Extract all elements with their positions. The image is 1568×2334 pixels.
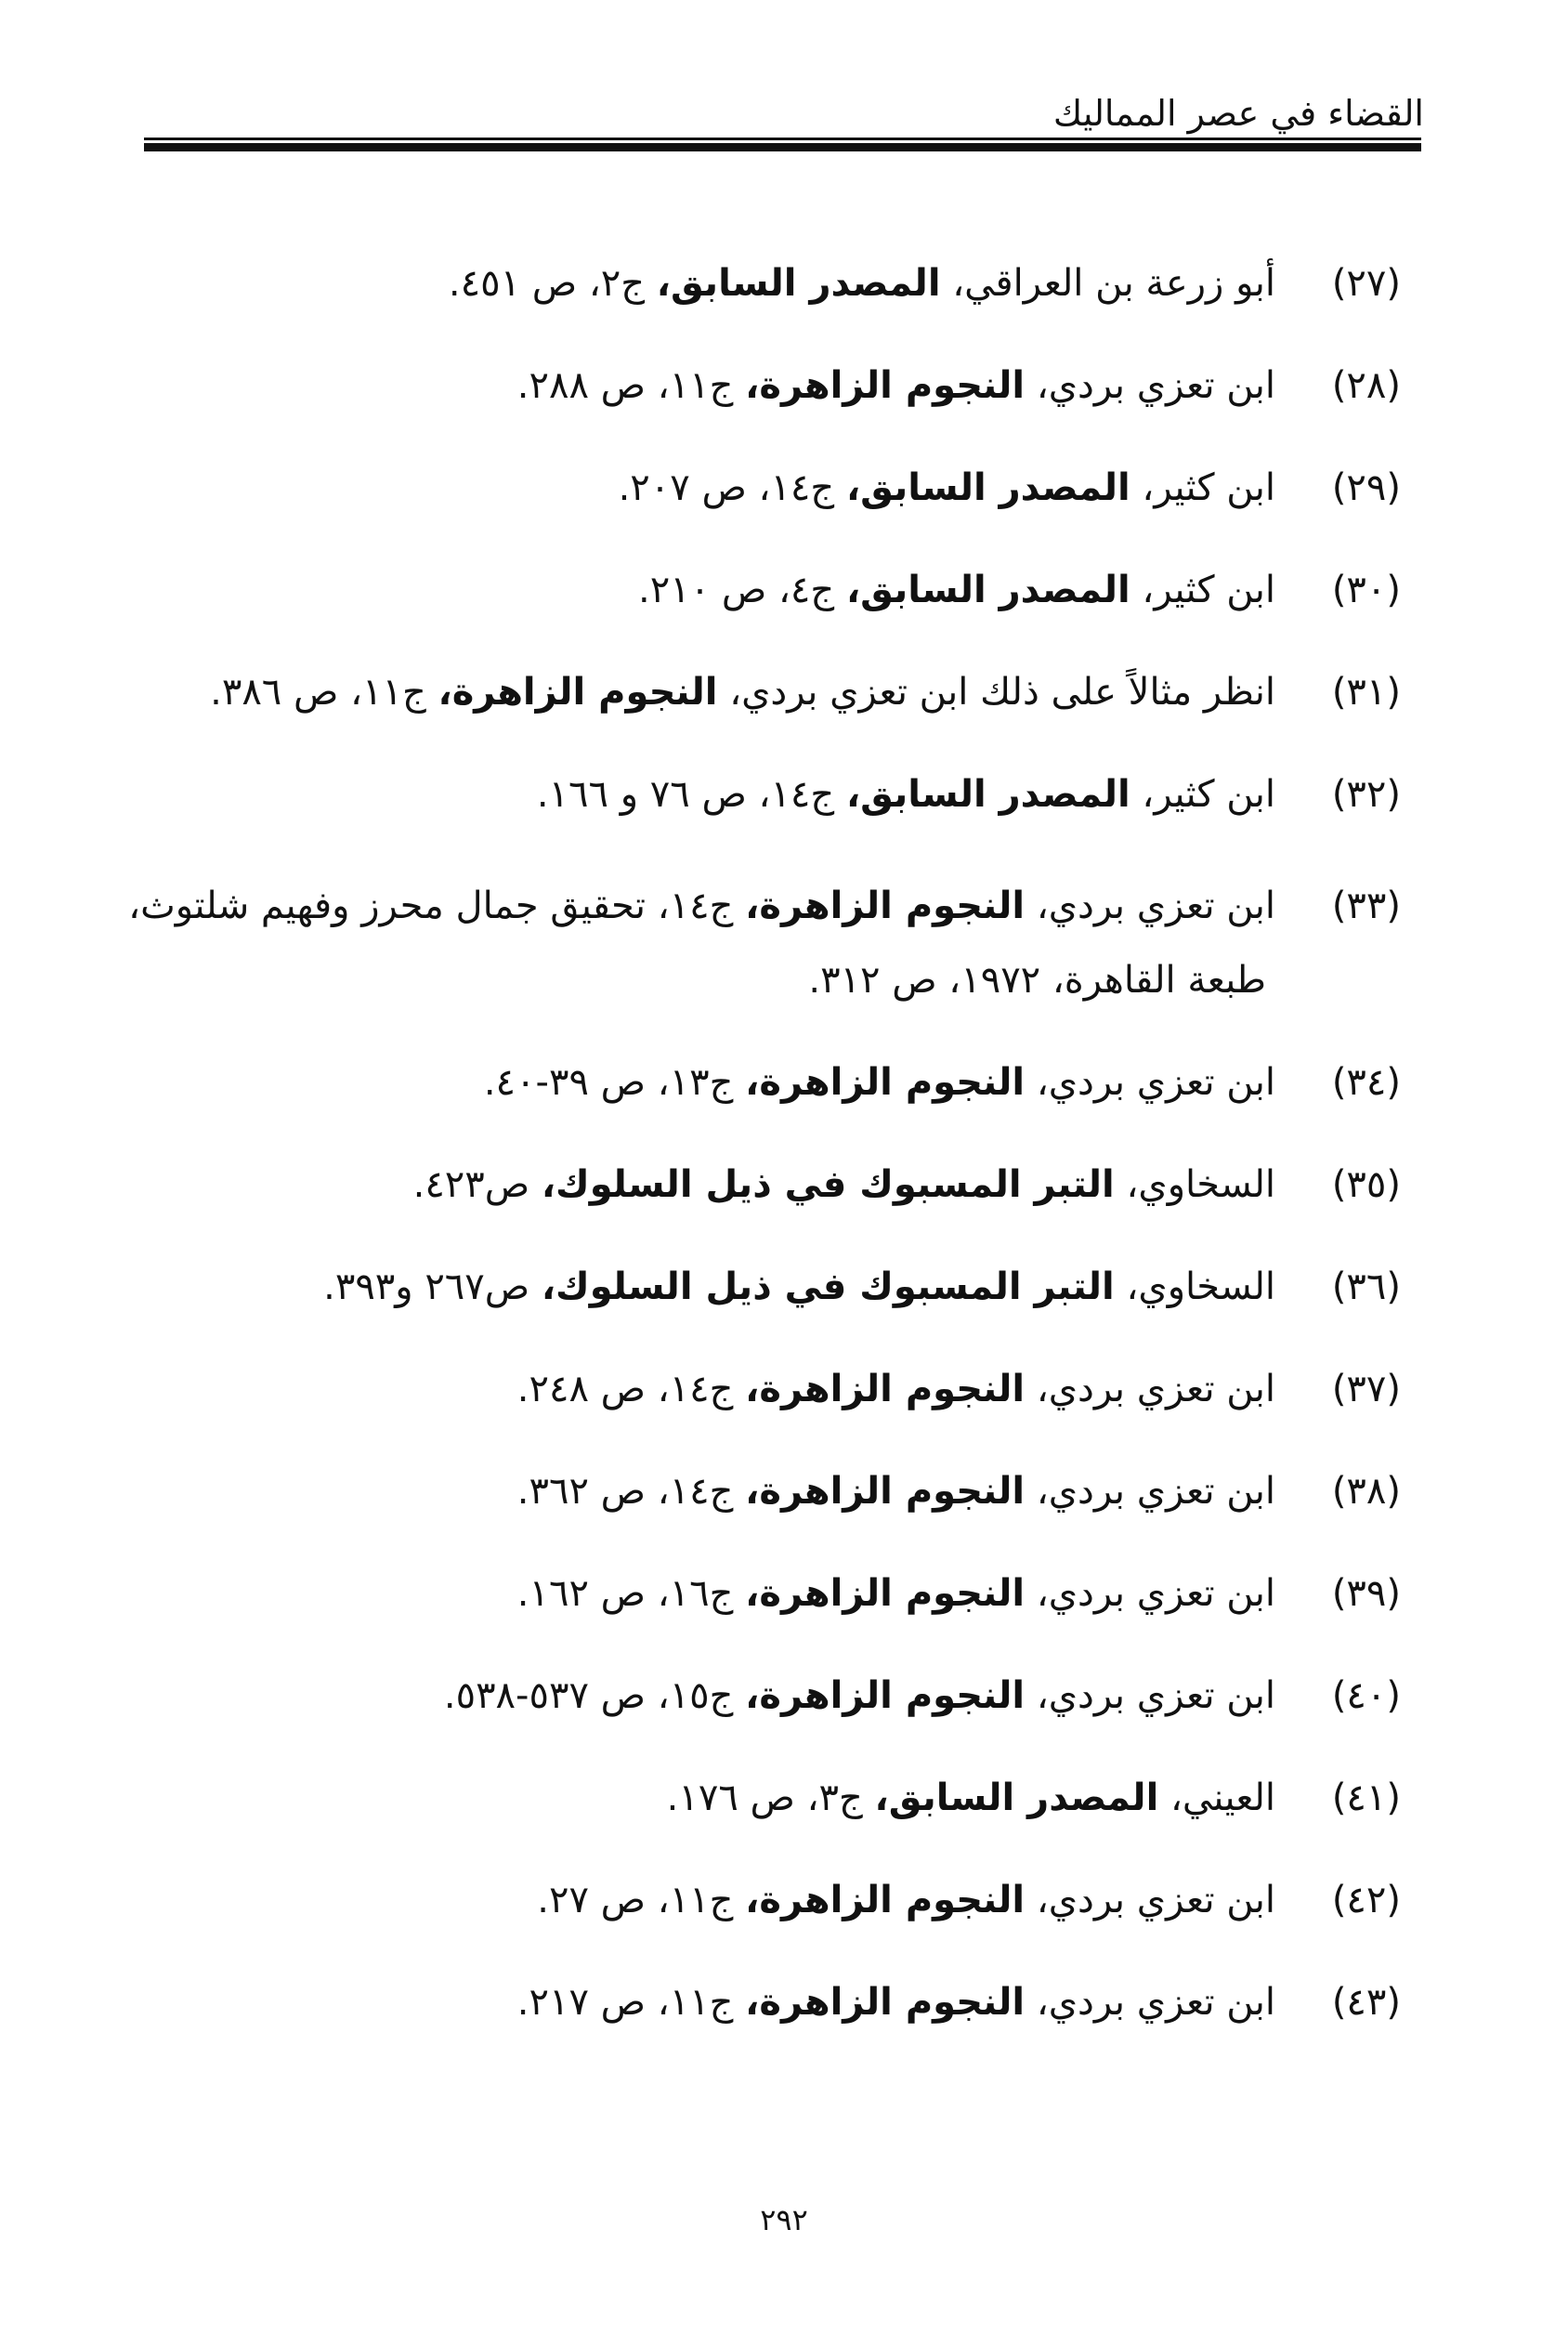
- footnote-number: (٣٠): [1331, 569, 1401, 611]
- footnote-number: (٣٨): [1331, 1470, 1401, 1513]
- footnote-text: ابن تعزي بردي، النجوم الزاهرة، ج١٣، ص ٣٩-٤٠.: [483, 1061, 1275, 1104]
- footnote-number: (٣٣): [1331, 885, 1401, 927]
- footnote-text: ابن تعزي بردي، النجوم الزاهرة، ج١٤، ص ٣٦٢.: [516, 1470, 1275, 1513]
- source-title: المصدر السابق،: [845, 466, 1130, 509]
- source-title: المصدر السابق،: [656, 262, 941, 305]
- footnote-number: (٣٧): [1331, 1368, 1401, 1410]
- footnote-number: (٣٩): [1331, 1572, 1401, 1615]
- footnote-text: ابن كثير، المصدر السابق، ج١٤، ص ٧٦ و ١٦٦.: [536, 773, 1275, 816]
- footnote-number: (٣٤): [1331, 1061, 1401, 1104]
- footnote-text: ابن تعزي بردي، النجوم الزاهرة، ج١١، ص ٢٨٨.: [516, 364, 1275, 407]
- footnote-number: (٢٩): [1331, 466, 1401, 509]
- footnote-text: ابن كثير، المصدر السابق، ج٤، ص ٢١٠.: [638, 569, 1275, 611]
- source-title: المصدر السابق،: [874, 1777, 1159, 1819]
- footnote-number: (٢٧): [1331, 262, 1401, 305]
- footnote-number: (٤٢): [1331, 1879, 1401, 1921]
- source-title: النجوم الزاهرة،: [745, 1674, 1026, 1717]
- footnote-number: (٢٨): [1331, 364, 1401, 407]
- footnote-text: السخاوي، التبر المسبوك في ذيل السلوك، ص٢٦٧ و٣٩٣.: [323, 1265, 1275, 1308]
- source-title: النجوم الزاهرة،: [438, 671, 718, 714]
- footnote-text: ابن كثير، المصدر السابق، ج١٤، ص ٢٠٧.: [618, 466, 1275, 509]
- footnote-text: ابن تعزي بردي، النجوم الزاهرة، ج١٥، ص ٥٣٧-٥٣٨.: [443, 1674, 1275, 1717]
- footnote-text: ابن تعزي بردي، النجوم الزاهرة، ج١٤، ص ٢٤٨.: [516, 1368, 1275, 1410]
- footnote-text: ابن تعزي بردي، النجوم الزاهرة، ج١١، ص ٢١٧.: [516, 1981, 1275, 2024]
- footnote-number: (٣٢): [1331, 773, 1401, 816]
- source-title: المصدر السابق،: [845, 569, 1130, 611]
- footnote-text: العيني، المصدر السابق، ج٣، ص ١٧٦.: [666, 1777, 1275, 1819]
- source-title: النجوم الزاهرة،: [745, 1879, 1026, 1921]
- footnote-continuation: طبعة القاهرة، ١٩٧٢، ص ٣١٢.: [808, 959, 1266, 1002]
- footnote-number: (٤٣): [1331, 1981, 1401, 2024]
- footnote-text: انظر مثالاً على ذلك ابن تعزي بردي، النجوم الزاهرة، ج١١، ص ٣٨٦.: [210, 671, 1275, 714]
- source-title: النجوم الزاهرة،: [745, 1572, 1026, 1615]
- source-title: النجوم الزاهرة،: [745, 1061, 1026, 1104]
- source-title: النجوم الزاهرة،: [745, 885, 1026, 927]
- page-number: ٢٩٢: [760, 2202, 808, 2237]
- footnote-text: ابن تعزي بردي، النجوم الزاهرة، ج١١، ص ٢٧.: [537, 1879, 1275, 1921]
- footnote-number: (٤٠): [1331, 1674, 1401, 1717]
- source-title: المصدر السابق،: [845, 773, 1130, 816]
- footnote-number: (٣١): [1331, 671, 1401, 714]
- footnote-number: (٣٥): [1331, 1163, 1401, 1206]
- footnote-number: (٣٦): [1331, 1265, 1401, 1308]
- footnote-number: (٤١): [1331, 1777, 1401, 1819]
- running-header-title: القضاء في عصر المماليك: [1052, 93, 1424, 134]
- footnote-text: ابن تعزي بردي، النجوم الزاهرة، ج١٦، ص ١٦٢.: [516, 1572, 1275, 1615]
- source-title: التبر المسبوك في ذيل السلوك،: [541, 1163, 1115, 1206]
- source-title: النجوم الزاهرة،: [745, 364, 1026, 407]
- source-title: النجوم الزاهرة،: [745, 1981, 1026, 2024]
- footnote-text: السخاوي، التبر المسبوك في ذيل السلوك، ص٤٢٣.: [412, 1163, 1275, 1206]
- footnote-text: أبو زرعة بن العراقي، المصدر السابق، ج٢، ص ٤٥١.: [448, 262, 1275, 305]
- source-title: التبر المسبوك في ذيل السلوك،: [541, 1265, 1115, 1308]
- source-title: النجوم الزاهرة،: [745, 1368, 1026, 1410]
- source-title: النجوم الزاهرة،: [745, 1470, 1026, 1513]
- footnote-text: ابن تعزي بردي، النجوم الزاهرة، ج١٤، تحقيق جمال محرز وفهيم شلتوث،: [128, 885, 1275, 927]
